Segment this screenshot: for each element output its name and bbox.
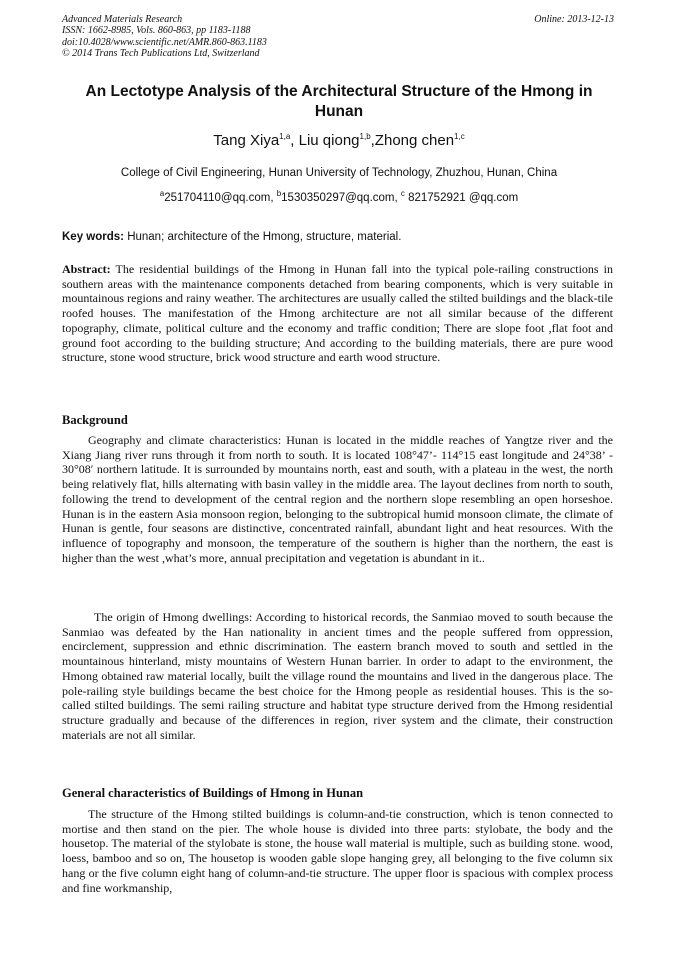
paper-title: An Lectotype Analysis of the Architectural Structure of the Hmong in Hunan: [85, 83, 593, 120]
email-address: 251704110@qq.com,: [164, 192, 277, 204]
author-affiliation-mark: 1,c: [454, 132, 465, 141]
journal-issn: ISSN: 1662-8985, Vols. 860-863, pp 1183-1188: [62, 25, 251, 37]
author-list: [0, 131, 678, 151]
email-address: 1530350297@qq.com,: [281, 192, 401, 204]
email-mark: c: [400, 189, 405, 199]
abstract-text: The residential buildings of the Hmong in Hunan fall into the typical pole-railing constructions in southern areas with the maintenance components detached from bearing components, which is very suitable in mountainous regions and rainy weather. The architectures are usually called the stilted buildings and the black-tile roofed houses. The manifestation of the Hmong architecture are not all similar because of the different topography, climate, political culture and the economy and traffic condition; There are slope foot ,flat foot and ground foot according to the building structure; And according to the building materials, there are pure wood structure, stone wood structure, brick wood structure and earth wood structure.: [62, 262, 613, 365]
keywords-text: Hunan; architecture of the Hmong, structure, material.: [124, 231, 402, 243]
abstract-label: Abstract:: [62, 262, 111, 276]
paragraph-structure: The structure of the Hmong stilted buildings is column-and-tie construction, which is tenon connected to mortise and then stand on the pier. The whole house is divided into three parts: stylobate, the body and the housetop. The material of the stylobate is stone, the house wall material is multiple, such as building stone. wood, loess, bamboo and so on, The housetop is wooden gable slope hanging grey, all belonging to the five column six hang or the five column eight hang of column-and-tie structure. The upper floor is spacious with complex process and fine workmanship,: [62, 807, 613, 895]
keywords-label: Key words:: [62, 231, 124, 243]
online-date: Online: 2013-12-13: [534, 14, 614, 25]
author-name: , Liu qiong: [290, 132, 360, 149]
journal-name: Advanced Materials Research: [62, 14, 183, 25]
email-mark: b: [276, 189, 282, 199]
journal-doi: doi:10.4028/www.scientific.net/AMR.860-863.1183: [62, 36, 267, 48]
section-heading-general-characteristics: General characteristics of Buildings of Hmong in Hunan: [62, 786, 364, 800]
author-name: ,Zhong chen: [370, 132, 455, 149]
author-affiliation-mark: 1,a: [279, 132, 291, 141]
email-address: 821752921 @qq.com: [404, 192, 519, 204]
abstract: [62, 262, 613, 365]
email-mark: a: [159, 189, 165, 199]
author-affiliation-mark: 1,b: [359, 132, 371, 141]
paragraph-origin: The origin of Hmong dwellings: According to historical records, the Sanmiao moved to south because the Sanmiao was defeated by the Han nationality in ancient times and the people suffered from oppression, encirclement, suppression and ethnic discrimination. The eastern branch moved to south and settled in the mountainous hinterland, misty mountains of Western Hunan barrier. In order to adapt to the environment, the Hmong obtained raw material locally, built the village round the mountains and lived in the dangerous place. The pole-railing style buildings became the best choice for the Hmong people as residential houses. This is the so-called stilted buildings. The semi railing structure and habitat type structure derived from the Hmong residential structure gradually and because of the differences in region, river system and the climate, their construction materials are not all similar.: [62, 610, 613, 742]
section-heading-background: Background: [62, 413, 128, 427]
author-name: Tang Xiya: [213, 132, 280, 149]
paragraph-geography: Geography and climate characteristics: Hunan is located in the middle reaches of Yangtze river and the Xiang Jiang river runs through it from north to south. It is located 108°47’- 114°15 east longitude and 24°38’ - 30°08′ northern latitude. It is surrounded by mountains north, east and south, with a plateau in the west, the north being relatively flat, hills alternating with basin valley in the middle area. The layout declines from north to south, following the trend to development of the central region and the northern slope resembling an open horseshoe. Hunan is in the eastern Asia monsoon region, belonging to the subtropical humid monsoon climate, the climate of Hunan is gentle, four seasons are distinctive, concentrated rainfall, abundant light and heat resources. With the influence of topography and monsoon, the temperature of the southern is higher than the northern, the east is higher than the west ,what’s more, annual precipitation and vegetation is abundant in it..: [62, 433, 613, 565]
journal-header: [62, 14, 614, 60]
affiliation: College of Civil Engineering, Hunan University of Technology, Zhuzhou, Hunan, China: [120, 167, 558, 179]
author-emails: [0, 191, 678, 206]
keywords: [62, 230, 616, 245]
journal-copyright: © 2014 Trans Tech Publications Ltd, Switzerland: [62, 48, 260, 60]
